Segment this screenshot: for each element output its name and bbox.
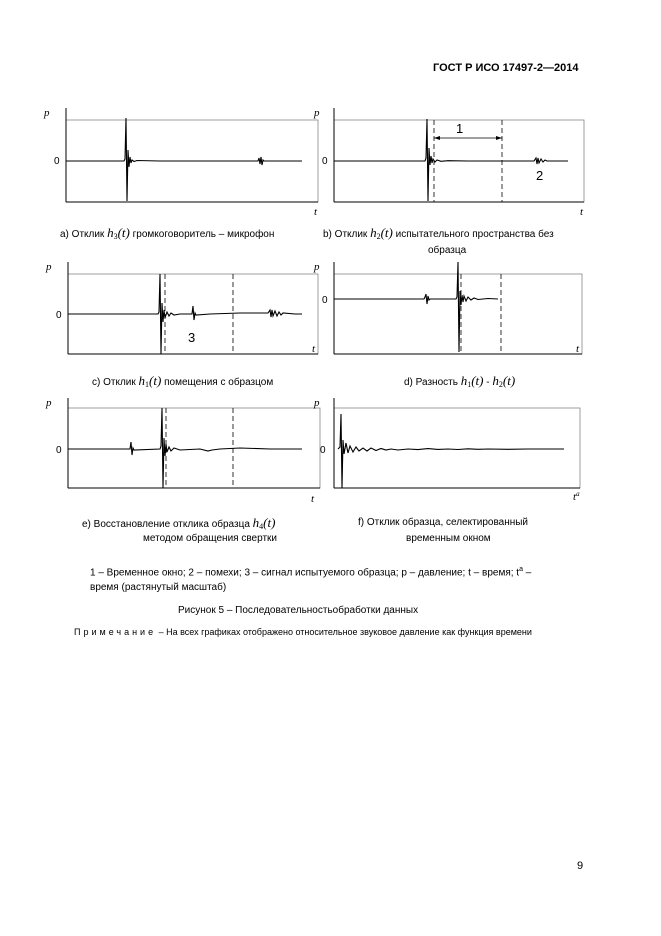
plot-f	[308, 394, 593, 514]
waveform	[334, 119, 568, 201]
x-axis-label: t	[580, 206, 584, 218]
caption-e-line2: методом обращения свертки	[143, 533, 277, 544]
marker-1: 1	[456, 121, 464, 136]
waveform	[68, 274, 302, 354]
zero-tick-label: 0	[322, 295, 328, 306]
plot-a	[40, 100, 325, 220]
caption-f-line2: временным окном	[406, 533, 491, 544]
x-axis-label: t	[314, 206, 318, 218]
x-axis-sup: a	[576, 490, 580, 498]
marker-3: 3	[188, 330, 196, 345]
y-axis-label: p	[314, 107, 320, 119]
y-axis-label: p	[46, 397, 52, 409]
y-axis-label: p	[44, 107, 50, 119]
y-axis-label: p	[314, 397, 320, 409]
caption-b-line2: образца	[428, 245, 467, 256]
caption-b: b) Отклик $h_2(t)$ испытательного пространства без	[323, 225, 554, 241]
x-axis-label: $t^a$	[573, 490, 580, 503]
zero-tick-label: 0	[56, 310, 62, 321]
x-axis-label: t	[311, 493, 315, 505]
waveform	[338, 414, 564, 488]
caption-e: e) Восстановление отклика образца $h_4(t)$	[82, 515, 276, 531]
plot-frame	[68, 408, 320, 488]
caption-d: d) Разность $h_1(t) - h_2(t)$	[404, 373, 516, 389]
figure-title: Рисунок 5 – Последовательностьобработки данных	[178, 605, 419, 616]
caption-f: f) Отклик образца, селектированный	[358, 517, 529, 528]
plot-c	[40, 258, 325, 378]
caption-c: c) Отклик $h_1(t)$ помещения с образцом	[92, 373, 274, 389]
waveform	[66, 118, 302, 201]
zero-tick-label: 0	[322, 156, 328, 167]
caption-a: a) Отклик $h_3(t)$ громкоговоритель – микрофон	[60, 225, 275, 241]
zero-tick-label: 0	[54, 156, 60, 167]
page-number: 9	[577, 860, 584, 872]
waveform	[334, 262, 498, 352]
marker-2: 2	[536, 168, 544, 183]
x-axis-label: t	[312, 343, 316, 355]
plot-d	[308, 258, 593, 378]
figure-note: Примечание – На всех графиках отображено относительное звуковое давление как функция времени	[74, 627, 532, 637]
figure-legend: 1 – Временное окно; 2 – помехи; 3 – сигнал испытуемого образца; p – давление; t – время; $t^a$ – время (растянутый масштаб)	[90, 566, 532, 594]
zero-tick-label: 0	[320, 445, 326, 456]
x-axis-label: t	[576, 343, 580, 355]
waveform	[68, 408, 302, 488]
y-axis-label: p	[314, 261, 320, 273]
plot-e	[40, 394, 325, 514]
zero-tick-label: 0	[56, 445, 62, 456]
y-axis-label: p	[46, 261, 52, 273]
document-header: ГОСТ Р ИСО 17497-2—2014	[433, 62, 579, 74]
plot-b	[308, 100, 593, 220]
